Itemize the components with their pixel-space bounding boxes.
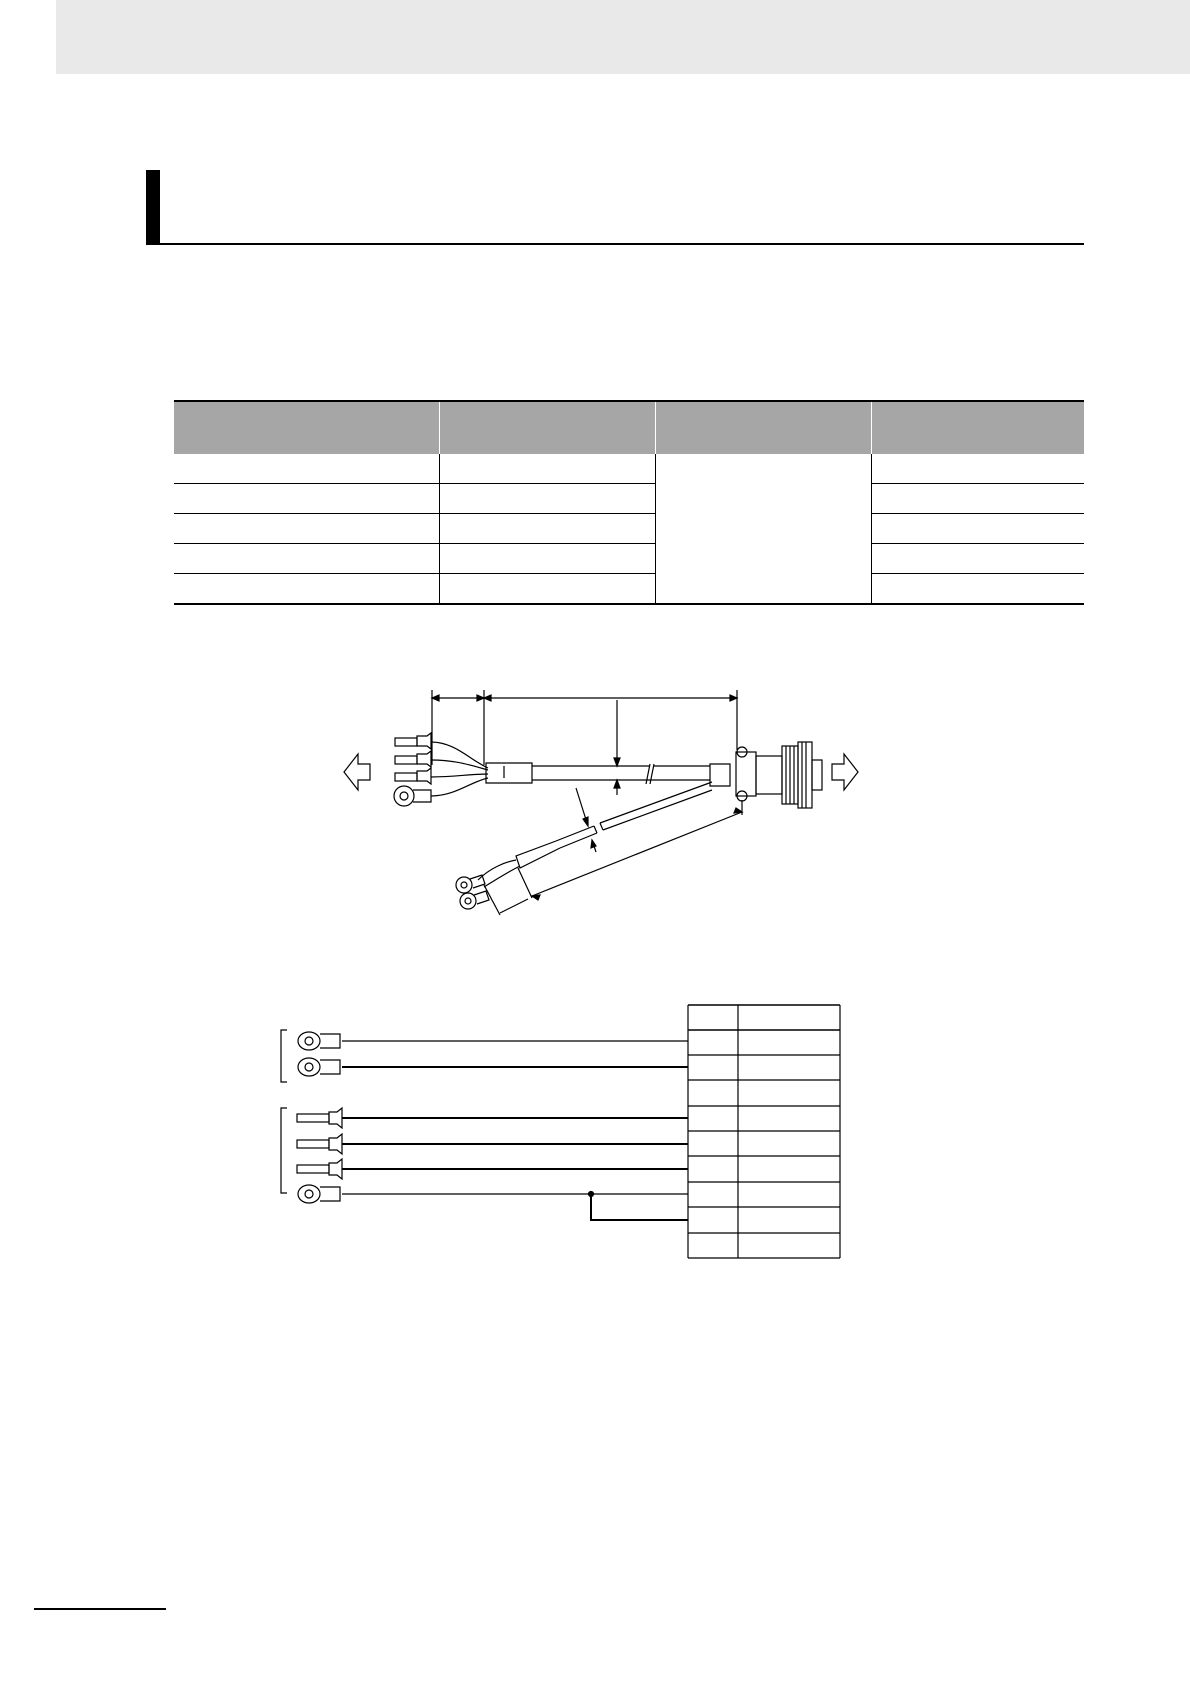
- length-dimension: [432, 690, 737, 765]
- ferrule-terminal-icon: [297, 1108, 342, 1128]
- footer-rule: [34, 1608, 166, 1610]
- ring-terminal-icon: [394, 786, 431, 806]
- power-group-bracket: [281, 1108, 287, 1193]
- connector-pin-table: [688, 1005, 840, 1258]
- ferrule-terminal-icon: [395, 733, 431, 749]
- brake-group-bracket: [281, 1030, 287, 1082]
- wire-bundle: [431, 742, 488, 796]
- branch-cable: [456, 782, 742, 915]
- ferrule-terminal-icon: [297, 1134, 342, 1154]
- ring-terminal-icon: [460, 891, 489, 909]
- ring-terminal-icon: [298, 1032, 340, 1050]
- hollow-arrow-left-icon: [344, 754, 370, 790]
- wiring-diagram: [281, 1005, 840, 1258]
- ring-terminal-icon: [298, 1058, 340, 1076]
- main-cable: [486, 700, 710, 795]
- ferrule-terminal-icon: [297, 1159, 342, 1179]
- ferrule-terminal-icon: [395, 768, 431, 784]
- ring-terminal-icon: [298, 1185, 340, 1203]
- circular-connector-icon: [710, 742, 822, 808]
- cable-external-diagram: [344, 690, 858, 915]
- ferrule-terminal-icon: [395, 751, 431, 767]
- hollow-arrow-right-icon: [832, 754, 858, 790]
